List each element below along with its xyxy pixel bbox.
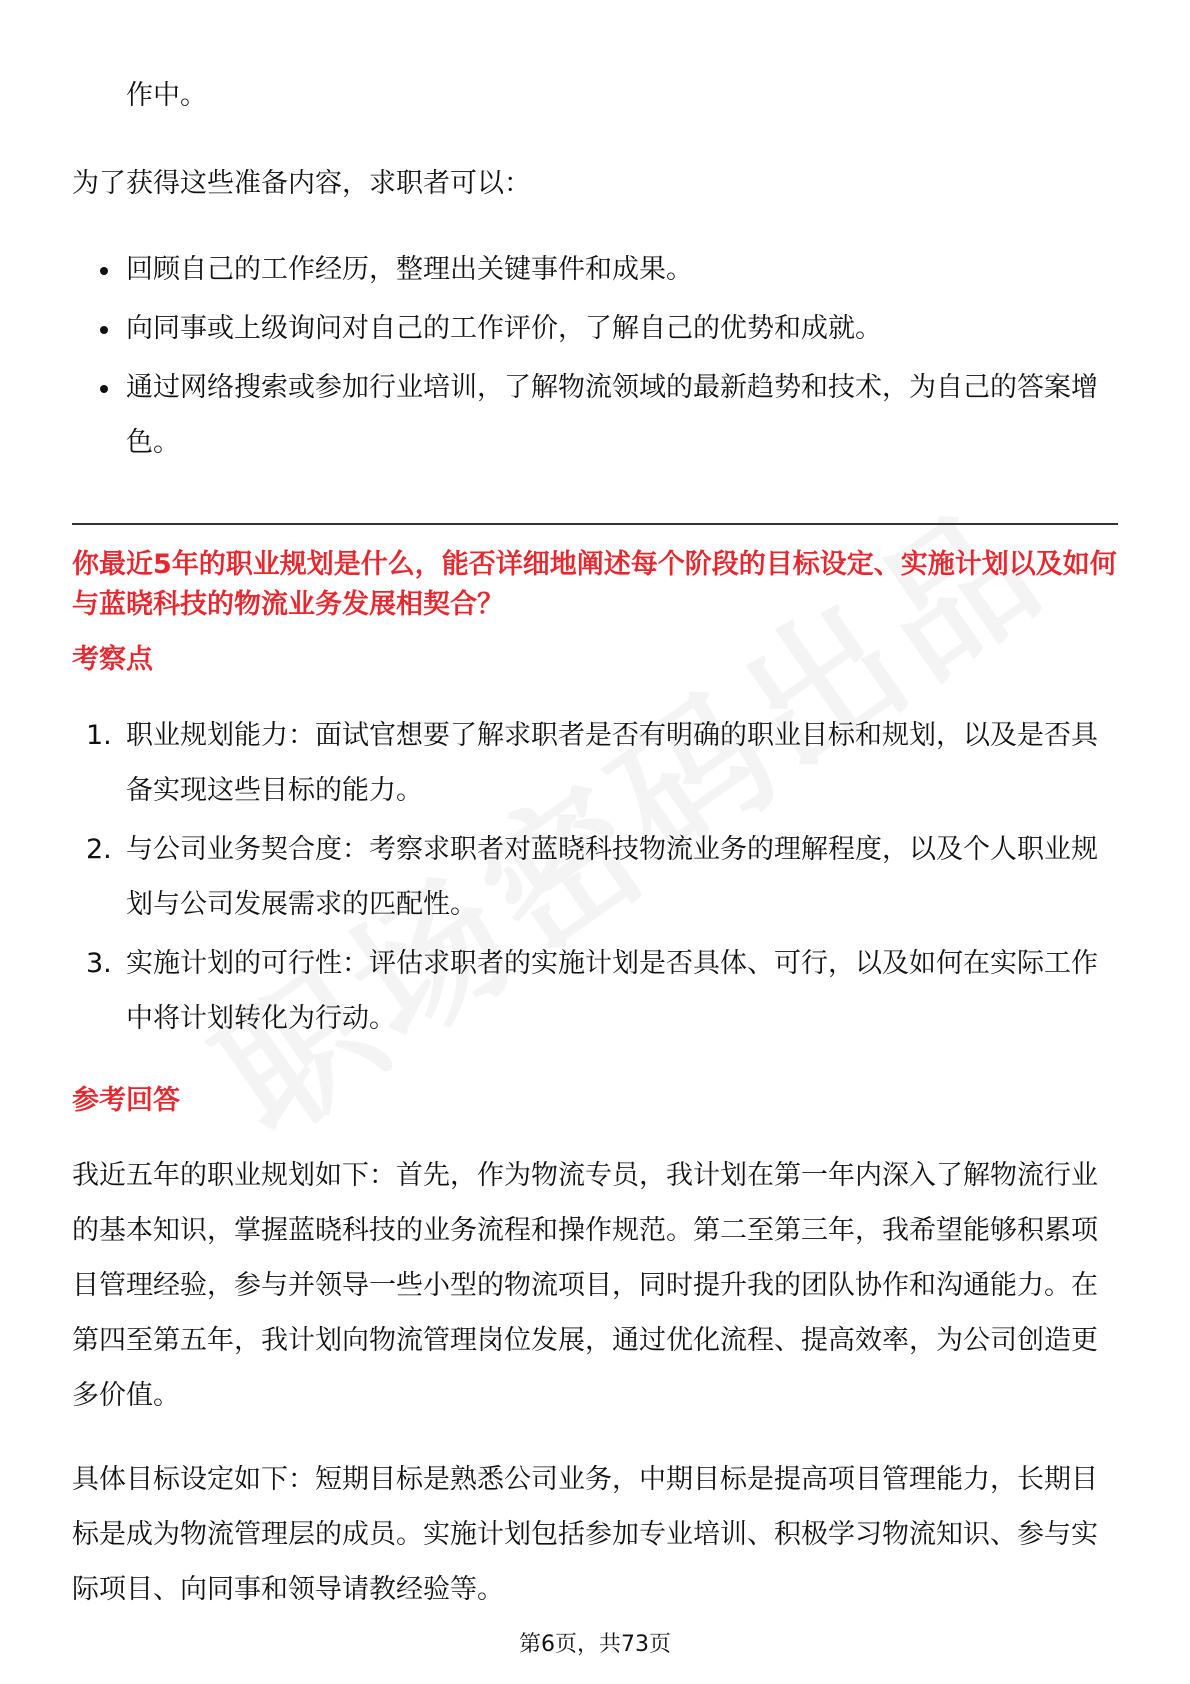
answer-paragraph: 我近五年的职业规划如下：首先，作为物流专员，我计划在第一年内深入了解物流行业的基本知识，掌握蓝晓科技的业务流程和操作规范。第二至第三年，我希望能够积累项目管理经验，参与并领导一些小型的物流项目，同时提升我的团队协作和沟通能力。在第四至第五年，我计划向物流管理岗位发展，通过优化流程、提高效率，为公司创造更多价值。 <box>72 1160 1098 1411</box>
numbered-list <box>72 708 1118 1046</box>
section-divider <box>72 523 1118 525</box>
list-text: 与公司业务契合度：考察求职者对蓝晓科技物流业务的理解程度，以及个人职业规划与公司发展需求的匹配性。 <box>126 834 1098 920</box>
page-footer: 第6页，共73页 <box>519 1632 671 1657</box>
continuation-text: 作中。 <box>126 80 207 111</box>
list-item <box>86 708 1118 818</box>
answer-paragraph: 具体目标设定如下：短期目标是熟悉公司业务，中期目标是提高项目管理能力，长期目标是成为物流管理层的成员。实施计划包括参加专业培训、积极学习物流知识、参与实际项目、向同事和领导请教经验等。 <box>72 1464 1098 1605</box>
list-item: 向同事或上级询问对自己的工作评价，了解自己的优势和成就。 <box>126 301 1118 356</box>
intro-paragraph: 为了获得这些准备内容，求职者可以： <box>72 168 531 199</box>
section-heading-answer: 参考回答 <box>72 1085 180 1116</box>
list-number: 2. <box>86 834 112 865</box>
question-heading: 你最近5年的职业规划是什么，能否详细地阐述每个阶段的目标设定、实施计划以及如何与蓝晓科技的物流业务发展相契合？ <box>72 549 1117 620</box>
list-item: 通过网络搜索或参加行业培训，了解物流领域的最新趋势和技术，为自己的答案增色。 <box>126 360 1118 470</box>
list-text: 职业规划能力：面试官想要了解求职者是否有明确的职业目标和规划，以及是否具备实现这些目标的能力。 <box>126 720 1098 806</box>
list-item <box>86 936 1118 1046</box>
list-item: 回顾自己的工作经历，整理出关键事件和成果。 <box>126 242 1118 297</box>
list-number: 3. <box>86 948 112 979</box>
bullet-list <box>72 242 1118 470</box>
list-number: 1. <box>86 720 112 751</box>
section-heading-focus: 考察点 <box>72 644 153 675</box>
list-text: 实施计划的可行性：评估求职者的实施计划是否具体、可行，以及如何在实际工作中将计划转化为行动。 <box>126 948 1098 1034</box>
list-item <box>86 822 1118 932</box>
